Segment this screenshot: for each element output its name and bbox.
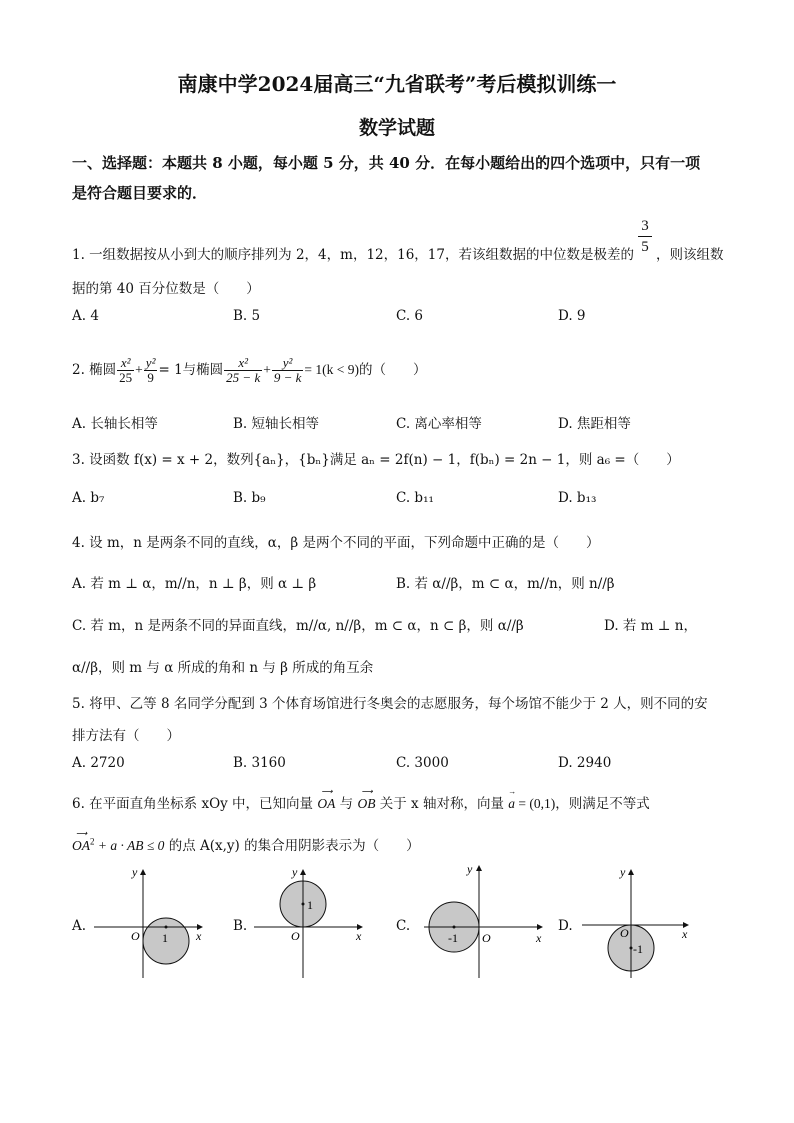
- page-subtitle: 数学试题: [358, 117, 435, 139]
- q6-vec-oa-2: [72, 829, 90, 854]
- q6-text-b: 与: [335, 796, 358, 812]
- q1-line1-end: ，则该组数: [656, 247, 724, 263]
- q5-line1: 5. 将甲、乙等 8 名同学分配到 3 个体育场馆进行冬奥会的志愿服务，每个场馆不能少于 2 人，则不同的安: [72, 696, 708, 712]
- q6-text-c: 关于 x 轴对称，向量: [375, 796, 509, 812]
- q2-frac3: [224, 356, 262, 385]
- q5-line2: 排方法有（ ）: [72, 728, 180, 744]
- q2-option-c[interactable]: C. 离心率相等: [396, 416, 482, 432]
- q1-frac-num: 3: [638, 216, 652, 237]
- q2-line: [72, 356, 426, 385]
- q2-frac4: [272, 356, 304, 385]
- section-heading-line2: 是符合题目要求的．: [72, 184, 208, 202]
- q6-option-c-label[interactable]: C.: [396, 918, 411, 934]
- q6-graph-d-y-label: y: [620, 865, 626, 879]
- vector-arrow-icon: ⟶: [321, 787, 332, 796]
- q2-option-d[interactable]: D. 焦距相等: [558, 416, 631, 432]
- q1-frac-den: 5: [641, 239, 649, 255]
- q2-suffix: 的（ ）: [358, 362, 427, 378]
- q3-option-a[interactable]: A. b₇: [72, 490, 105, 506]
- q2-eq1: = 1与椭圆: [158, 362, 224, 378]
- q6-line2-expr: + a · AB ≤ 0: [94, 838, 165, 853]
- q6-graph-b-center-label: 1: [307, 898, 313, 912]
- q6-graph-a-center: [165, 926, 168, 929]
- q5-option-b[interactable]: B. 3160: [233, 755, 286, 771]
- q6-graph-d[interactable]: [580, 862, 696, 982]
- q1-option-b[interactable]: B. 5: [233, 308, 261, 324]
- q2-option-b[interactable]: B. 短轴长相等: [233, 416, 320, 432]
- q6-vec-a: [508, 787, 516, 812]
- q3-option-d[interactable]: D. b₁₃: [558, 490, 597, 506]
- q2-plus2: +: [263, 362, 271, 377]
- q6-vec-oa-label: OA: [317, 796, 336, 811]
- q2-option-a[interactable]: A. 长轴长相等: [72, 416, 158, 432]
- q5-option-c[interactable]: C. 3000: [396, 755, 449, 771]
- q6-option-b-label[interactable]: B.: [233, 918, 248, 934]
- q6-graph-d-origin: O: [620, 926, 629, 940]
- q2-frac3-den: 25 − k: [226, 370, 261, 385]
- q6-vec-oa: [317, 787, 336, 812]
- q1-option-c[interactable]: C. 6: [396, 308, 424, 324]
- q6-line1: [72, 787, 650, 812]
- q6-line2-sup: 2: [90, 836, 95, 847]
- q6-graph-d-center-label: -1: [633, 942, 643, 956]
- q3-line: 3. 设函数 f(x) = x + 2，数列{aₙ}，{bₙ}满足 aₙ = 2f(n) − 1，f(bₙ) = 2n − 1，则 a₆ =（ ）: [72, 452, 680, 468]
- q6-graph-b-center: [302, 903, 305, 906]
- q2-plus1: +: [135, 362, 143, 377]
- q3-option-c[interactable]: C. b₁₁: [396, 490, 434, 506]
- q1-option-a[interactable]: A. 4: [72, 308, 99, 324]
- q6-line2-oa: OA: [72, 838, 90, 853]
- q4-option-b[interactable]: B. 若 α//β，m ⊂ α，m//n，则 n//β: [396, 576, 615, 592]
- q2-frac2-num: y²: [145, 355, 156, 370]
- q6-text-d: = (0,1)，则满足不等式: [514, 796, 650, 811]
- q6-graph-d-x-label: x: [682, 927, 688, 941]
- q6-graph-a-origin: O: [131, 929, 140, 943]
- q5-option-a[interactable]: A. 2720: [72, 755, 125, 771]
- section-heading: [72, 148, 724, 208]
- q4-option-d[interactable]: D. 若 m ⊥ n，: [604, 618, 697, 634]
- q6-graph-c[interactable]: [418, 862, 548, 982]
- q6-line2-rest: 的点 A(x,y) 的集合用阴影表示为（ ）: [164, 838, 420, 854]
- q6-vec-ob-label: OB: [357, 796, 376, 811]
- q6-graph-c-x-label: x: [536, 931, 542, 945]
- q6-graph-c-y-label: y: [467, 862, 473, 876]
- q6-line2: [72, 829, 420, 854]
- q6-option-d-label[interactable]: D.: [558, 918, 573, 934]
- q6-graph-c-origin: O: [482, 931, 491, 945]
- q2-frac1: [117, 356, 134, 385]
- page-title: 南康中学2024届高三“九省联考”考后模拟训练一: [177, 72, 617, 96]
- q6-vec-ob: [357, 787, 376, 812]
- section-heading-line1: 一、选择题：本题共 8 小题，每小题 5 分，共 40 分．在每小题给出的四个选项中，只有一项: [72, 154, 701, 172]
- q3-option-b[interactable]: B. b₉: [233, 490, 266, 506]
- q4-option-c[interactable]: C. 若 m，n 是两条不同的异面直线，m//α, n//β，m ⊂ α，n ⊂ β，则 α//β: [72, 618, 524, 634]
- q6-graph-a-y-label: y: [132, 865, 138, 879]
- q5-option-d[interactable]: D. 2940: [558, 755, 612, 771]
- q2-frac4-num: y²: [272, 356, 304, 371]
- q2-prefix: 2. 椭圆: [72, 362, 117, 378]
- q6-graph-a-center-label: 1: [162, 931, 168, 945]
- q6-vec-a-label: a: [508, 796, 515, 811]
- q1-fraction: [638, 216, 652, 257]
- q6-graph-c-center-label: -1: [448, 931, 458, 945]
- q4-line: 4. 设 m，n 是两条不同的直线，α，β 是两个不同的平面，下列命题中正确的是（ ）: [72, 535, 600, 551]
- q2-frac1-num: x²: [117, 356, 134, 371]
- q1-line1: [72, 243, 634, 263]
- q6-graph-b[interactable]: [252, 862, 372, 982]
- q1-line2: 据的第 40 百分位数是（ ）: [72, 281, 260, 297]
- q2-frac4-den: 9 − k: [273, 370, 302, 385]
- q2-eq2: = 1(k < 9): [304, 362, 359, 377]
- q1-option-d[interactable]: D. 9: [558, 308, 586, 324]
- q6-graph-b-y-label: y: [292, 865, 298, 879]
- q6-graph-b-x-label: x: [356, 929, 362, 943]
- q6-graph-a[interactable]: [92, 862, 212, 982]
- q6-graph-b-origin: O: [291, 929, 300, 943]
- q6-graph-c-center: [453, 926, 456, 929]
- q6-option-a-label[interactable]: A.: [72, 918, 87, 934]
- q2-frac2-den: 9: [147, 370, 154, 385]
- vector-arrow-icon: →: [508, 787, 516, 796]
- q4-option-a[interactable]: A. 若 m ⊥ α，m//n，n ⊥ β，则 α ⊥ β: [72, 576, 317, 592]
- q1-text: 1. 一组数据按从小到大的顺序排列为 2，4，m，12，16，17，若该组数据的中位数是极差的: [72, 247, 634, 263]
- q2-frac2: [144, 356, 158, 385]
- q2-frac3-num: x²: [224, 356, 262, 371]
- q6-graph-a-x-label: x: [196, 929, 202, 943]
- vector-arrow-icon: ⟶: [361, 787, 372, 796]
- vector-arrow-icon: ⟶: [75, 829, 87, 838]
- q4-option-d-cont: α//β，则 m 与 α 所成的角和 n 与 β 所成的角互余: [72, 660, 374, 676]
- q2-frac1-den: 25: [119, 370, 133, 385]
- q6-text-a: 6. 在平面直角坐标系 xOy 中，已知向量: [72, 796, 318, 812]
